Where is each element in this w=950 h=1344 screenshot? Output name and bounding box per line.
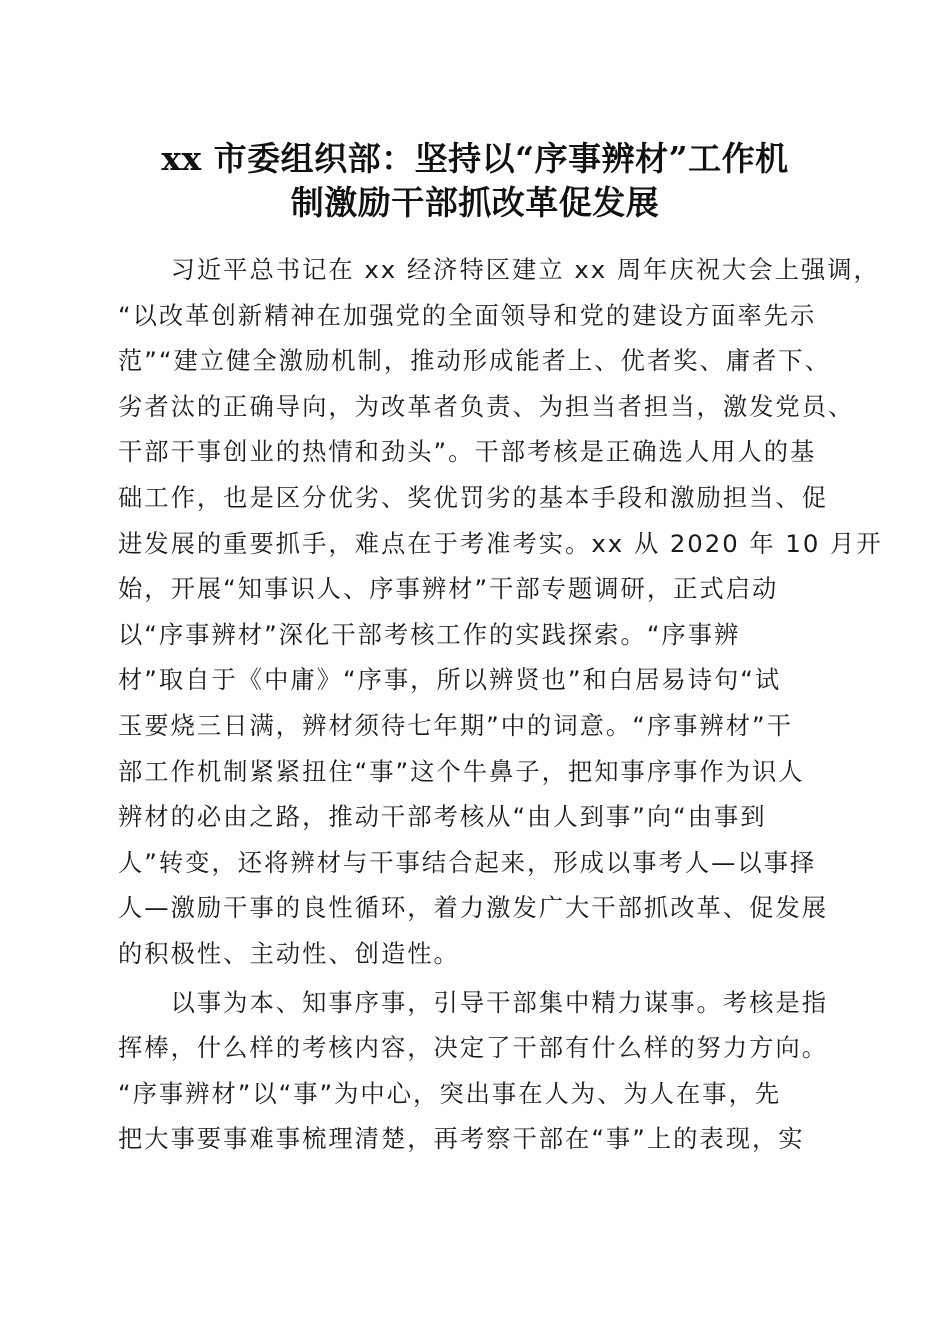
text-line: 以事为本、知事序事，引导干部集中精力谋事。考核是指 (118, 987, 829, 1017)
text-line: 干部干事创业的热情和劲头”。干部考核是正确选人用人的基 (118, 437, 817, 467)
text-line: 始，开展“知事识人、序事辨材”干部专题调研，正式启动 (118, 574, 779, 604)
paragraph (118, 980, 836, 1162)
text-line: 劣者汰的正确导向，为改革者负责、为担当者担当，激发党员、 (118, 391, 855, 421)
text-line: “以改革创新精神在加强党的全面领导和党的建设方面率先示 (118, 300, 817, 330)
text-line: 材”取自于《中庸》“序事，所以辨贤也”和白居易诗句“试 (118, 665, 782, 695)
text-line: 础工作，也是区分优劣、奖优罚劣的基本手段和激励担当、促 (118, 482, 829, 512)
text-line: 进发展的重要抓手，难点在于考准考实。xx 从 2020 年 10 月开 (118, 528, 883, 558)
text-line: 把大事要事难事梳理清楚，再考察干部在“事”上的表现，实 (118, 1124, 805, 1154)
text-line: 辨材的必由之路，推动干部考核从“由人到事”向“由事到 (118, 802, 767, 832)
document-body (118, 247, 883, 1165)
text-line: 玉要烧三日满，辨材须待七年期”中的词意。“序事辨材”干 (118, 710, 793, 740)
title-line: 制激励干部抓改革促发展 (290, 183, 660, 222)
text-line: “序事辨材”以“事”为中心，突出事在人为、为人在事，先 (118, 1078, 782, 1108)
text-line: 挥棒，什么样的考核内容，决定了干部有什么样的努力方向。 (118, 1033, 829, 1063)
text-line: 的积极性、主动性、创造性。 (118, 938, 460, 968)
text-line: 以“序事辨材”深化干部考核工作的实践探索。“序事辨 (118, 619, 741, 649)
text-line: 习近平总书记在 xx 经济特区建立 xx 周年庆祝大会上强调， (118, 255, 880, 284)
title-line: xx 市委组织部：坚持以“序事辨材”工作机 (161, 139, 789, 178)
paragraph (118, 247, 883, 977)
text-line: 人—激励干事的良性循环，着力激发广大干部抓改革、促发展 (118, 893, 829, 923)
text-line: 部工作机制紧紧扭住“事”这个牛鼻子，把知事序事作为识人 (118, 756, 805, 786)
document-title (60, 137, 890, 225)
text-line: 范”“建立健全激励机制，推动形成能者上、优者奖、庸者下、 (118, 346, 831, 376)
text-line: 人”转变，还将辨材与干事结合起来，形成以事考人—以事择 (118, 847, 817, 877)
